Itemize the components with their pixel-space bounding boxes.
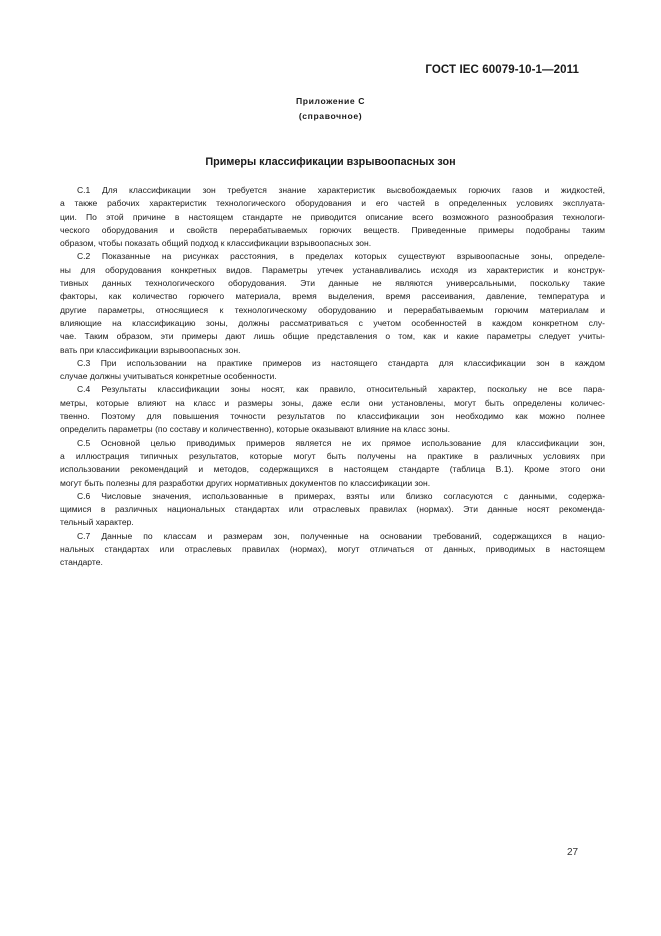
text-line: могут быть полезны для разработки других нормативных документов по классификации зон. <box>60 477 431 488</box>
text-line: С.2 Показанные на рисунках расстояния, в пределах которых существуют взрывоопасные зоны, определе- <box>77 251 605 262</box>
text-line: тивных данных технологического оборудования. Эти данные не являются универсальными, поскольку такие <box>60 278 605 289</box>
annex-heading <box>0 94 661 124</box>
text-line: щимися в различных национальных стандартах или отраслевых правилах (нормах). Эти данные носят рекоменда- <box>60 504 605 515</box>
text-line: чае. Таким образом, эти примеры дают лишь общие представления о том, как и какие параметры следует учиты- <box>60 331 605 342</box>
text-line: нальных стандартах или отраслевых правилах (нормах), могут отличаться от данных, приводимых в настоящем <box>60 544 605 555</box>
text-line: метры, которые влияют на класс и размеры зоны, даже если они установлены, могут быть определены количес- <box>60 397 605 408</box>
text-line: случае должны учитываться конкретные особенности. <box>60 371 277 382</box>
text-line: тельный характер. <box>60 517 134 528</box>
paragraph-c-1 <box>60 184 605 250</box>
text-line: использовании рекомендаций и методов, содержащихся в настоящем стандарте (таблица В.1). Кроме этого они <box>60 464 605 475</box>
text-line: определить параметры (по составу и количественно), которые оказывают влияние на класс зоны. <box>60 424 450 435</box>
annex-label: Приложение С <box>296 96 365 106</box>
text-line: факторы, как количество горючего материала, время выделения, время рассеивания, давление, температура и <box>60 291 605 302</box>
paragraph-c-7 <box>60 530 605 570</box>
text-line: а иллюстрация типичных результатов, которые могут быть получены на практике в различных условиях при <box>60 450 605 461</box>
text-line: С.3 При использовании на практике примеров из настоящего стандарта для классификации зон в каждом <box>77 357 605 368</box>
paragraph-c-5 <box>60 437 605 490</box>
text-line: влияющие на классификацию зоны, должны рассматриваться с учетом особенностей в каждом конкретном слу- <box>60 317 605 328</box>
section-title: Примеры классификации взрывоопасных зон <box>205 156 456 168</box>
text-line: С.7 Данные по классам и размерам зон, полученные на основании требований, содержащихся в нацио- <box>77 530 605 541</box>
text-line: а также рабочих характеристик технологического оборудования и его частей в определенных условиях эксплуата- <box>60 198 605 209</box>
page-number: 27 <box>567 847 579 858</box>
paragraph-c-3 <box>60 357 605 384</box>
text-line: вать при классификации взрывоопасных зон. <box>60 344 241 355</box>
paragraph-c-6 <box>60 490 605 530</box>
text-line: С.5 Основной целью приводимых примеров является не их прямое использование для классификации зон, <box>77 437 605 448</box>
document-body <box>60 184 605 570</box>
document-header-code: ГОСТ IEC 60079-10-1—2011 <box>425 64 579 76</box>
text-line: С.1 Для классификации зон требуется знание характеристик высвобождаемых горючих газов и жидкостей, <box>77 185 605 195</box>
text-line: С.6 Числовые значения, использованные в примерах, взяты или близко согласуются с данными, содержа- <box>77 490 605 501</box>
text-line: ческого оборудования и свойств перерабатываемых горючих веществ. Приведенные примеры подобраны таким <box>60 224 605 235</box>
paragraph-c-4 <box>60 383 605 436</box>
text-line: ны для оборудования конкретных видов. Параметры утечек устанавливались исходя из характеристик и конструк- <box>60 264 605 275</box>
text-line: другие параметры, относящиеся к технологическому оборудованию и перерабатываемым горючим материалам и <box>60 304 605 315</box>
annex-type: (справочное) <box>298 111 363 121</box>
text-line: образом, чтобы показать общий подход к классификации взрывоопасных зон. <box>60 238 372 249</box>
text-line: ции. По этой причине в настоящем стандарте не приводится описание всего возможного разнообразия технологи- <box>60 211 605 222</box>
text-line: стандарте. <box>60 557 103 568</box>
text-line: твенно. Поэтому для повышения точности результатов по классификации зон необходимо как можно полнее <box>60 411 605 422</box>
text-line: С.4 Результаты классификации зоны носят, как правило, относительный характер, поскольку не все пара- <box>77 384 605 395</box>
paragraph-c-2 <box>60 250 605 356</box>
